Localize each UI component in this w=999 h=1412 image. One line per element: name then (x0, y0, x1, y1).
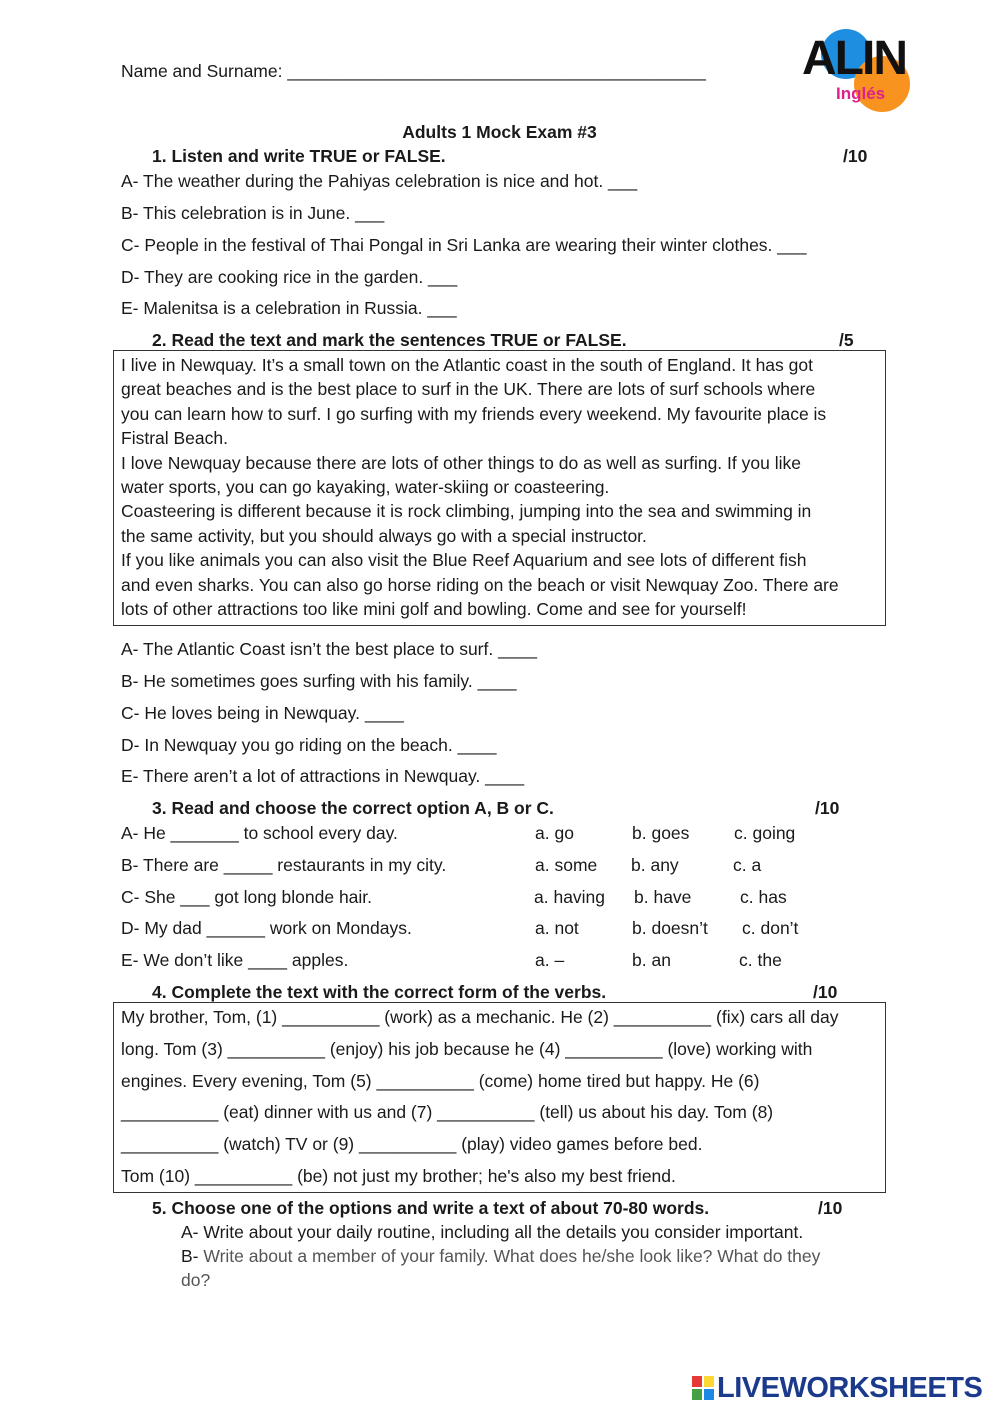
option-b[interactable]: b. have (634, 887, 692, 907)
liveworksheets-icon (692, 1376, 714, 1400)
reading-line: great beaches and is the best place to surf in the UK. There are lots of surf schools where (121, 379, 816, 400)
cloze-line[interactable]: Tom (10) __________ (be) not just my brother; he's also my best friend. (121, 1166, 676, 1186)
section1-heading: 1. Listen and write TRUE or FALSE. (152, 146, 446, 166)
reading-line: Coasteering is different because it is rock climbing, jumping into the sea and swimming in (121, 501, 812, 522)
section5-heading: 5. Choose one of the options and write a text of about 70-80 words. (152, 1198, 710, 1218)
reading-line: lots of other attractions too like mini golf and bowling. Come and see for yourself! (121, 599, 747, 620)
cloze-line[interactable]: long. Tom (3) __________ (enjoy) his job because he (4) __________ (love) working with (121, 1039, 813, 1059)
option-a[interactable]: a. some (535, 855, 598, 875)
section2-item[interactable]: B- He sometimes goes surfing with his family. ____ (121, 671, 517, 691)
section3-question: E- We don’t like ____ apples. (121, 950, 349, 970)
exam-title: Adults 1 Mock Exam #3 (402, 122, 597, 142)
option-b[interactable]: b. an (632, 950, 671, 970)
section1-item[interactable]: A- The weather during the Pahiyas celebration is nice and hot. ___ (121, 171, 638, 191)
section2-item[interactable]: A- The Atlantic Coast isn’t the best place to surf. ____ (121, 639, 538, 659)
section5-score: /10 (818, 1198, 843, 1218)
reading-line: If you like animals you can also visit the Blue Reef Aquarium and see lots of different fish (121, 550, 807, 571)
section3-heading: 3. Read and choose the correct option A, B or C. (152, 798, 554, 818)
option-b[interactable]: b. doesn’t (632, 918, 708, 938)
writing-option-a: A- Write about your daily routine, including all the details you consider important. (181, 1222, 804, 1242)
option-c[interactable]: c. going (734, 823, 796, 843)
option-a[interactable]: a. not (535, 918, 579, 938)
section2-heading: 2. Read the text and mark the sentences TRUE or FALSE. (152, 330, 627, 350)
section3-score: /10 (815, 798, 840, 818)
section3-question: D- My dad ______ work on Mondays. (121, 918, 412, 938)
section1-score: /10 (843, 146, 868, 166)
section2-item[interactable]: C- He loves being in Newquay. ____ (121, 703, 404, 723)
section4-score: /10 (813, 982, 838, 1002)
writing-option-b-prefix: B- (181, 1246, 204, 1266)
section1-item[interactable]: C- People in the festival of Thai Pongal in Sri Lanka are wearing their winter clothes. ___ (121, 235, 807, 255)
reading-line: Fistral Beach. (121, 428, 228, 449)
name-surname-field[interactable]: Name and Surname: ___________________________________________ (121, 61, 706, 81)
section3-question: C- She ___ got long blonde hair. (121, 887, 373, 907)
option-c[interactable]: c. a (733, 855, 762, 875)
cloze-line[interactable]: My brother, Tom, (1) __________ (work) as a mechanic. He (2) __________ (fix) cars all day (121, 1007, 839, 1027)
option-b[interactable]: b. any (631, 855, 679, 875)
cloze-line[interactable]: __________ (eat) dinner with us and (7) __________ (tell) us about his day. Tom (8) (121, 1102, 774, 1122)
section2-item[interactable]: E- There aren’t a lot of attractions in Newquay. ____ (121, 766, 525, 786)
section4-heading: 4. Complete the text with the correct form of the verbs. (152, 982, 607, 1002)
section3-question: B- There are _____ restaurants in my city. (121, 855, 447, 875)
cloze-text-box (113, 1002, 886, 1193)
option-a[interactable]: a. having (534, 887, 606, 907)
section2-item[interactable]: D- In Newquay you go riding on the beach. ____ (121, 735, 497, 755)
liveworksheets-text: LIVEWORKSHEETS (717, 1371, 983, 1404)
option-c[interactable]: c. has (740, 887, 787, 907)
reading-line: the same activity, but you should always go with a special instructor. (121, 525, 647, 546)
reading-text (121, 353, 881, 621)
option-c[interactable]: c. the (739, 950, 782, 970)
section2-score: /5 (839, 330, 854, 350)
reading-line: I live in Newquay. It’s a small town on the Atlantic coast in the south of England. It has got (121, 355, 813, 375)
reading-line: you can learn how to surf. I go surfing with my friends every weekend. My favourite place is (121, 403, 827, 424)
writing-option-b (181, 1246, 820, 1267)
alin-logo (800, 14, 925, 119)
alin-logo-text: ALIN (802, 32, 906, 85)
writing-option-b-text-cont: do? (181, 1270, 211, 1290)
section1-item[interactable]: D- They are cooking rice in the garden. ___ (121, 267, 458, 287)
section1-item[interactable]: B- This celebration is in June. ___ (121, 203, 385, 223)
option-a[interactable]: a. – (535, 950, 565, 970)
option-c[interactable]: c. don’t (742, 918, 799, 938)
reading-line: I love Newquay because there are lots of other things to do as well as surfing. If you like (121, 452, 801, 473)
alin-logo-subtext: Inglés (836, 84, 886, 103)
cloze-line[interactable]: engines. Every evening, Tom (5) __________ (come) home tired but happy. He (6) (121, 1071, 760, 1091)
option-a[interactable]: a. go (535, 823, 574, 843)
section3-question: A- He _______ to school every day. (121, 823, 398, 843)
reading-line: water sports, you can go kayaking, water-skiing or coasteering. (121, 477, 610, 498)
option-b[interactable]: b. goes (632, 823, 690, 843)
reading-line: and even sharks. You can also go horse riding on the beach or visit Newquay Zoo. There are (121, 574, 839, 595)
writing-option-b-text: Write about a member of your family. What does he/she look like? What do they (203, 1246, 821, 1266)
cloze-line[interactable]: __________ (watch) TV or (9) __________ (play) video games before bed. (121, 1134, 703, 1154)
liveworksheets-logo (692, 1373, 982, 1403)
section1-item[interactable]: E- Malenitsa is a celebration in Russia. ___ (121, 298, 457, 318)
